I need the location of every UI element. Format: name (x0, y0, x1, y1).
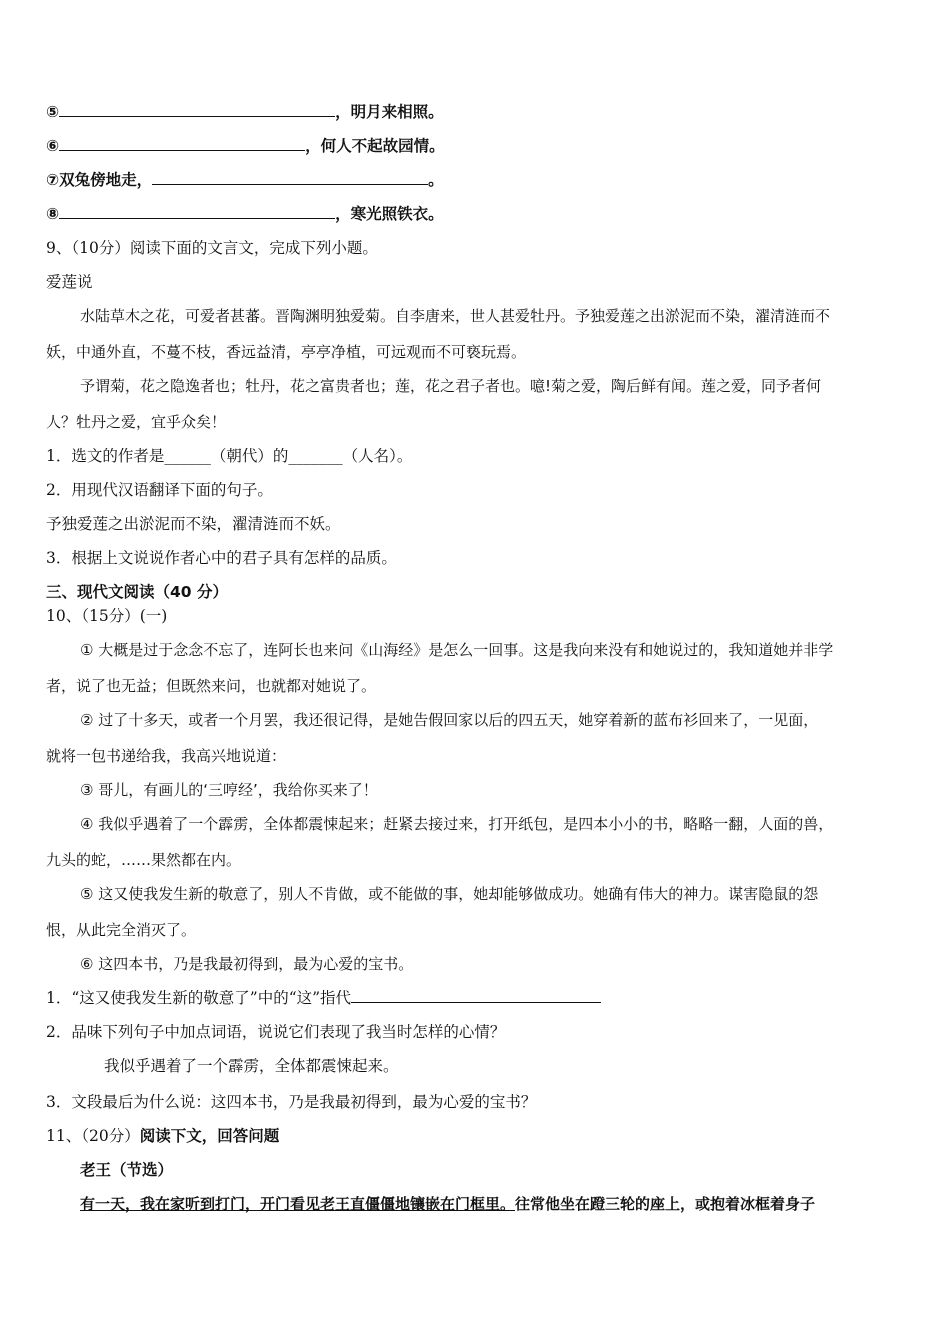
q10-para3: ③ 哥儿，有画儿的‘三哼经’，我给你买来了！ (80, 781, 378, 799)
q10-subquestion-2: 2．品味下列句子中加点词语，说说它们表现了我当时怎样的心情？ (46, 1023, 506, 1041)
q9-para1-line1: 水陆草木之花，可爱者甚蕃。晋陶渊明独爱菊。自李唐来，世人甚爱牡丹。予独爱莲之出淤泥而不染，濯清涟而不 (80, 307, 831, 325)
q10-para5-line2: 恨，从此完全消灭了。 (46, 921, 197, 939)
q10-para4-line1: ④ 我似乎遇着了一个霹雳，全体都震悚起来；赶紧去接过来，打开纸包，是四本小小的书，略略一翻，人面的兽， (80, 815, 834, 833)
q9-para2-line2: 人？牡丹之爱，宜乎众矣！ (46, 413, 227, 431)
q9-subquestion-3: 3．根据上文说说作者心中的君子具有怎样的品质。 (46, 549, 397, 567)
poem-text: 双兔傍地走， (59, 171, 153, 189)
q11-para1-line1 (80, 1194, 815, 1214)
poem-text: ，寒光照铁衣。 (335, 205, 444, 223)
q11-header (46, 1126, 279, 1146)
q9-para1-line2: 妖，中通外直，不蔓不枝，香远益清，亭亭净植，可远观而不可亵玩焉。 (46, 343, 527, 361)
q10-para6: ⑥ 这四本书，乃是我最初得到，最为心爱的宝书。 (80, 955, 414, 973)
poem-text: ，何人不起故园情。 (305, 137, 445, 155)
circled-number-7: ⑦ (46, 171, 60, 189)
q10-para2-line1: ② 过了十多天，或者一个月罢，我还很记得，是她告假回家以后的四五天，她穿着新的蓝布衫回来了，一见面， (80, 711, 819, 729)
q9-subquestion-2-sentence: 予独爱莲之出淤泥而不染，濯清涟而不妖。 (46, 515, 341, 533)
underlined-sentence: 有一天，我在家听到打门，开门看见老王直僵僵地镶嵌在门框里。 (80, 1195, 516, 1213)
q9-subquestion-2: 2．用现代汉语翻译下面的句子。 (46, 481, 273, 499)
poem-line-7 (46, 170, 444, 190)
q10-subquestion-1-text: 1．“这又使我发生新的敬意了”中的“这”指代 (46, 989, 352, 1007)
q10-para1-line1: ① 大概是过于念念不忘了，连阿长也来问《山海经》是怎么一回事。这是我向来没有和她说过的，我知道她并非学 (80, 641, 834, 659)
q11-para1-rest: 往常他坐在蹬三轮的座上，或抱着冰框着身子 (515, 1195, 816, 1213)
q11-instruction: 阅读下文，回答问题 (139, 1127, 280, 1145)
q10-para4-line2: 九头的蛇，……果然都在内。 (46, 851, 242, 869)
q11-number: 11、（20分） (46, 1127, 140, 1145)
circled-number-6: ⑥ (46, 137, 60, 155)
poem-text: ，明月来相照。 (335, 103, 444, 121)
answer-blank[interactable] (351, 988, 601, 1003)
q9-header: 9、（10分）阅读下面的文言文，完成下列小题。 (46, 239, 378, 257)
q9-para2-line1: 予谓菊，花之隐逸者也；牡丹，花之富贵者也；莲，花之君子者也。噫!菊之爱，陶后鲜有闻。莲之爱，同予者何 (80, 377, 822, 395)
answer-blank[interactable] (59, 204, 335, 219)
circled-number-8: ⑧ (46, 205, 60, 223)
poem-line-5 (46, 102, 444, 122)
q10-subquestion-1 (46, 988, 601, 1008)
q10-subquestion-2-sentence: 我似乎遇着了一个霹雳，全体都震悚起来。 (104, 1057, 399, 1075)
q10-para1-line2: 者，说了也无益；但既然来问，也就都对她说了。 (46, 677, 377, 695)
poem-line-8 (46, 204, 444, 224)
q10-para2-line2: 就将一包书递给我，我高兴地说道： (46, 747, 287, 765)
answer-blank[interactable] (59, 136, 305, 151)
q9-title: 爱莲说 (46, 273, 93, 291)
q10-header: 10、（15分）(一) (46, 607, 168, 625)
answer-blank[interactable] (152, 170, 428, 185)
circled-number-5: ⑤ (46, 103, 60, 121)
q10-subquestion-3: 3．文段最后为什么说：这四本书，乃是我最初得到，最为心爱的宝书？ (46, 1093, 537, 1111)
q10-para5-line1: ⑤ 这又使我发生新的敬意了，别人不肯做，或不能做的事，她却能够做成功。她确有伟大的神力。谋害隐鼠的怨 (80, 885, 819, 903)
q9-subquestion-1: 1．选文的作者是______（朝代）的_______（人名）。 (46, 447, 413, 465)
answer-blank[interactable] (59, 102, 335, 117)
poem-text: 。 (428, 171, 444, 189)
q11-title: 老王（节选） (80, 1161, 174, 1179)
poem-line-6 (46, 136, 445, 156)
section-3-title: 三、现代文阅读（40 分） (46, 583, 228, 601)
